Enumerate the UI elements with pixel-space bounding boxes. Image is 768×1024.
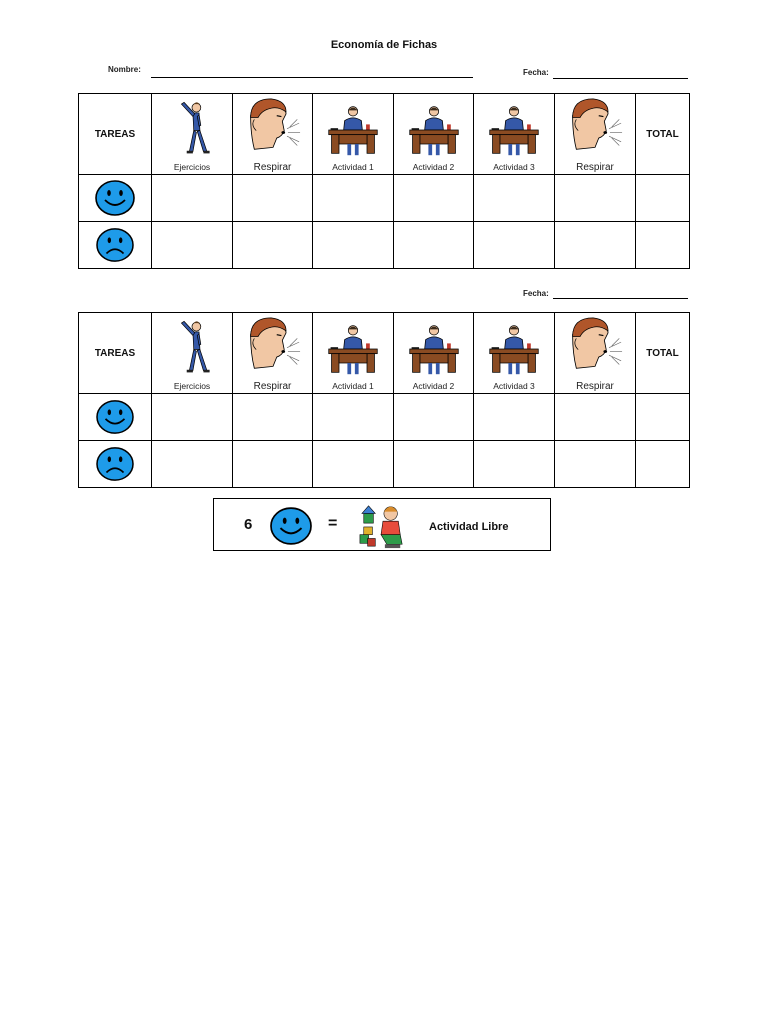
happy-face-icon	[268, 506, 314, 546]
total-header: TOTAL	[636, 94, 690, 175]
token-cell[interactable]	[474, 222, 555, 269]
task-label: Ejercicios	[173, 381, 211, 391]
token-table	[78, 93, 690, 269]
token-cell[interactable]	[555, 175, 636, 222]
total-cell[interactable]	[636, 222, 690, 269]
student-desk-icon	[325, 321, 381, 377]
task-label: Respirar	[576, 162, 614, 173]
row-icon-cell	[79, 394, 152, 441]
task-label: Respirar	[253, 381, 292, 392]
blowing-face-icon	[245, 97, 301, 153]
task-label: Respirar	[253, 162, 292, 173]
tasks-header: TAREAS	[79, 313, 152, 394]
task-label: Respirar	[576, 381, 614, 392]
token-cell[interactable]	[313, 394, 394, 441]
stretching-person-icon	[170, 96, 214, 158]
task-label: Ejercicios	[173, 162, 211, 172]
date-field[interactable]	[553, 78, 688, 79]
task-column-actividad-1	[313, 94, 394, 175]
reward-activity: Actividad Libre	[429, 521, 509, 533]
task-column-actividad-1	[313, 313, 394, 394]
page-title: Economía de Fichas	[330, 39, 438, 51]
task-label: Actividad 3	[493, 381, 535, 391]
task-column-actividad-3	[474, 313, 555, 394]
sad-face-icon	[95, 446, 135, 482]
happy-face-icon	[94, 179, 136, 217]
task-column-respirar-2	[555, 313, 636, 394]
token-cell[interactable]	[555, 441, 636, 488]
token-cell[interactable]	[313, 441, 394, 488]
date-label-2: Fecha:	[523, 289, 549, 298]
tasks-header: TAREAS	[79, 94, 152, 175]
token-table-2	[78, 312, 690, 488]
reward-box	[213, 498, 551, 551]
token-cell[interactable]	[233, 441, 313, 488]
table-row-happy	[79, 394, 690, 441]
date-label: Fecha:	[523, 68, 549, 77]
token-cell[interactable]	[474, 175, 555, 222]
token-cell[interactable]	[394, 394, 474, 441]
task-label: Actividad 1	[332, 381, 374, 391]
task-label: Actividad 1	[332, 162, 374, 172]
token-cell[interactable]	[152, 222, 233, 269]
task-column-actividad-2	[394, 94, 474, 175]
row-icon-cell	[79, 222, 152, 269]
student-desk-icon	[406, 321, 462, 377]
token-cell[interactable]	[152, 175, 233, 222]
token-cell[interactable]	[152, 441, 233, 488]
blowing-face-icon	[567, 97, 623, 153]
blowing-face-icon	[245, 316, 301, 372]
total-cell[interactable]	[636, 394, 690, 441]
table-row-sad	[79, 222, 690, 269]
task-column-actividad-3	[474, 94, 555, 175]
token-cell[interactable]	[474, 441, 555, 488]
task-column-actividad-2	[394, 313, 474, 394]
student-desk-icon	[486, 102, 542, 158]
token-cell[interactable]	[313, 175, 394, 222]
task-column-respirar	[233, 313, 313, 394]
blowing-face-icon	[567, 316, 623, 372]
table-row-sad	[79, 441, 690, 488]
happy-face-icon	[95, 399, 135, 435]
token-cell[interactable]	[394, 175, 474, 222]
row-icon-cell	[79, 175, 152, 222]
task-column-ejercicios	[152, 313, 233, 394]
token-cell[interactable]	[394, 222, 474, 269]
task-column-respirar	[233, 94, 313, 175]
total-cell[interactable]	[636, 175, 690, 222]
name-field[interactable]	[151, 77, 473, 78]
token-cell[interactable]	[152, 394, 233, 441]
child-playing-blocks-icon	[358, 502, 406, 550]
task-label: Actividad 3	[493, 162, 535, 172]
token-cell[interactable]	[313, 222, 394, 269]
token-cell[interactable]	[555, 394, 636, 441]
task-column-respirar-2	[555, 94, 636, 175]
token-cell[interactable]	[394, 441, 474, 488]
table-row-happy	[79, 175, 690, 222]
date-field-2[interactable]	[553, 298, 688, 299]
name-label: Nombre:	[108, 65, 141, 74]
student-desk-icon	[325, 102, 381, 158]
row-icon-cell	[79, 441, 152, 488]
equals-sign: =	[328, 515, 338, 532]
token-cell[interactable]	[555, 222, 636, 269]
stretching-person-icon	[170, 315, 214, 377]
task-label: Actividad 2	[412, 381, 455, 391]
reward-count: 6	[244, 516, 253, 533]
total-header: TOTAL	[636, 313, 690, 394]
token-cell[interactable]	[474, 394, 555, 441]
sad-face-icon	[95, 227, 135, 263]
task-column-ejercicios	[152, 94, 233, 175]
token-cell[interactable]	[233, 394, 313, 441]
student-desk-icon	[486, 321, 542, 377]
task-label: Actividad 2	[412, 162, 455, 172]
token-cell[interactable]	[233, 222, 313, 269]
total-cell[interactable]	[636, 441, 690, 488]
token-cell[interactable]	[233, 175, 313, 222]
student-desk-icon	[406, 102, 462, 158]
